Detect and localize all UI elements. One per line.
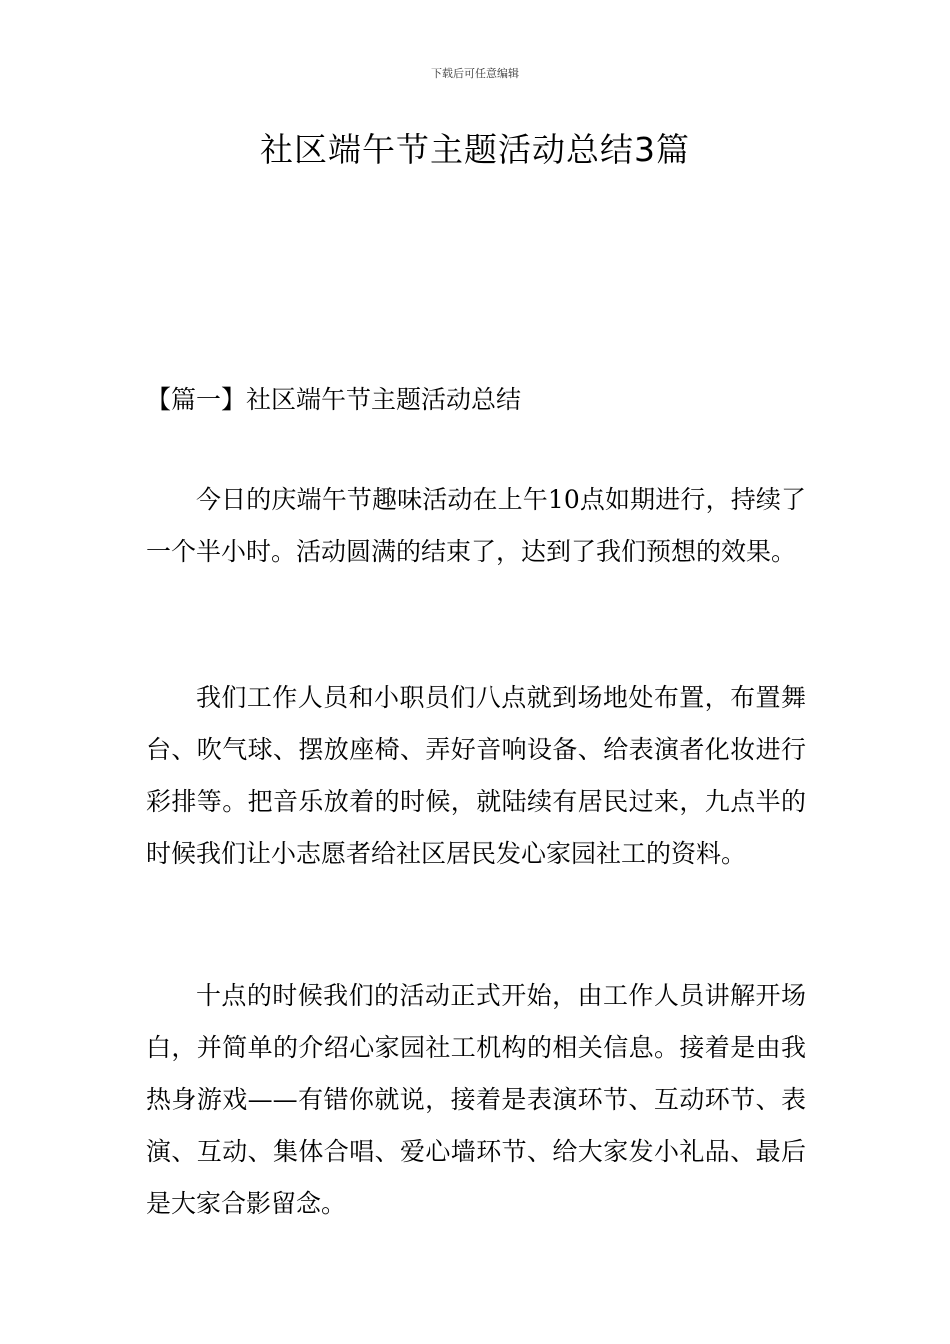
- document-title: 社区端午节主题活动总结3篇: [260, 130, 690, 169]
- header-note: 下载后可任意编辑: [431, 67, 519, 80]
- section-heading: 【篇一】社区端午节主题活动总结: [146, 385, 522, 414]
- paragraph: 今日的庆端午节趣味活动在上午10点如期进行，持续了一个半小时。活动圆满的结束了，达到了我们预想的效果。: [146, 485, 806, 566]
- paragraph: 十点的时候我们的活动正式开始，由工作人员讲解开场白，并简单的介绍心家园社工机构的相关信息。接着是由我热身游戏——有错你就说，接着是表演环节、互动环节、表演、互动、集体合唱、爱心墙环节、给大家发小礼品、最后是大家合影留念。: [146, 981, 806, 1218]
- paragraph: 我们工作人员和小职员们八点就到场地处布置，布置舞台、吹气球、摆放座椅、弄好音响设备、给表演者化妆进行彩排等。把音乐放着的时候，就陆续有居民过来，九点半的时候我们让小志愿者给社区居民发心家园社工的资料。: [146, 683, 806, 868]
